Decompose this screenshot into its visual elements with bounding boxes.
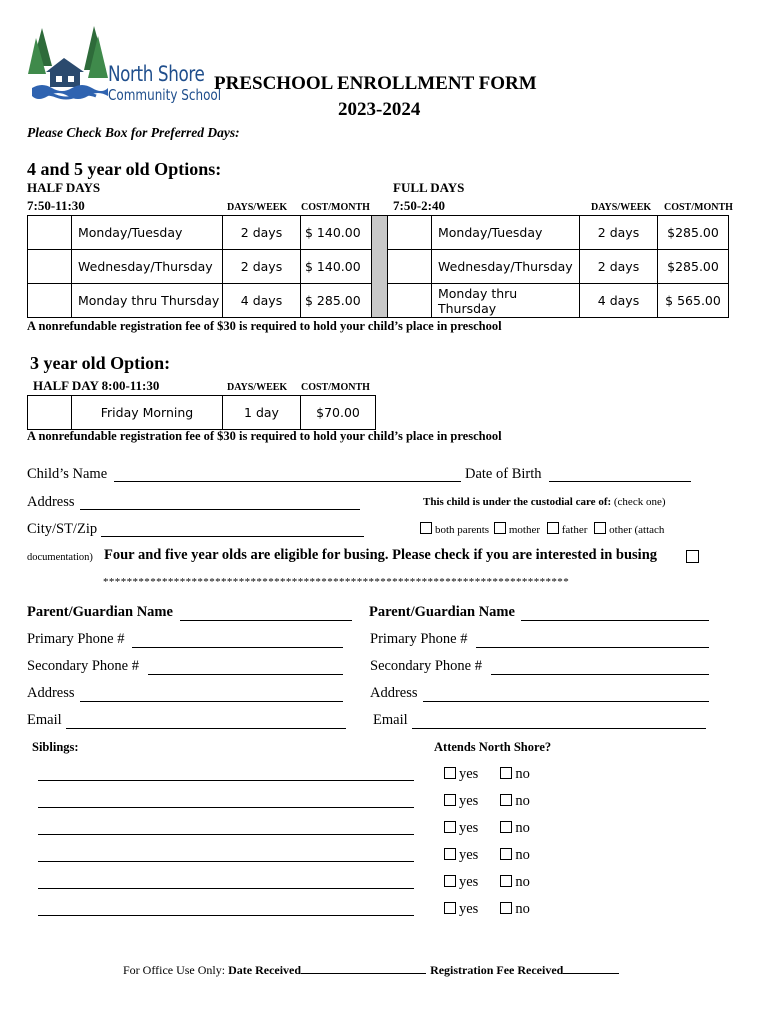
full-days-value: 2 days [580,250,658,284]
custody-option-label: other (attach [609,524,665,536]
sibling-yes-checkbox[interactable] [444,875,456,887]
office-prefix: For Office Use Only: [123,963,226,977]
half-days-week-header: DAYS/WEEK [227,202,288,213]
fee-note-3: A nonrefundable registration fee of $30 is required to hold your child’s place in preschool [27,429,502,443]
sibling-yes-label: yes [459,793,479,809]
date-received-label: Date Received [228,963,302,977]
child-address-label: Address [27,494,75,510]
half-day-label: Monday thru Thursday [72,284,223,318]
half-wed-thu-checkbox[interactable] [28,250,72,284]
guardian2-primary-field[interactable] [476,647,709,648]
sibling-yes-checkbox[interactable] [444,794,456,806]
guardian2-address-field[interactable] [423,701,709,702]
city-label: City/ST/Zip [27,521,98,537]
section-divider: ******************************************************************************* [103,576,570,588]
form-title: PRESCHOOL ENROLLMENT FORM [214,73,537,94]
full-cost-value: $285.00 [658,250,729,284]
guardian1-name-label: Parent/Guardian Name [27,604,173,620]
full-mon-thu-checkbox[interactable] [388,284,432,318]
sibling-no-label: no [515,901,530,917]
table-row [28,396,376,430]
sibling-attends-options [444,847,530,864]
sibling-name-field[interactable] [38,807,414,808]
sibling-yes-checkbox[interactable] [444,902,456,914]
half-days-time: 7:50-11:30 [27,198,85,213]
custody-option-label: mother [508,524,540,536]
siblings-label: Siblings: [32,740,79,754]
sibling-no-label: no [515,820,530,836]
form-year: 2023-2024 [338,99,421,120]
sibling-no-label: no [515,874,530,890]
both-parents-checkbox[interactable] [420,522,432,534]
full-day-label: Monday thru Thursday [432,284,580,318]
half-cost-value: $ 140.00 [301,216,372,250]
three-days-value: 1 day [223,396,301,430]
sibling-attends-options [444,874,530,891]
sibling-attends-options [444,766,530,783]
sibling-yes-checkbox[interactable] [444,767,456,779]
three-cost-month-header: COST/MONTH [301,382,370,393]
guardian1-email-field[interactable] [66,728,346,729]
sibling-no-label: no [515,847,530,863]
sibling-attends-options [444,820,530,837]
city-field[interactable] [101,536,364,537]
half-day-label: Monday/Tuesday [72,216,223,250]
custody-continued: documentation) [27,552,93,563]
section-3-heading: 3 year old Option: [30,353,171,373]
fee-received-field[interactable] [563,973,619,974]
date-received-field[interactable] [301,973,426,974]
sibling-name-field[interactable] [38,834,414,835]
custody-option-label: father [561,524,588,536]
sibling-no-checkbox[interactable] [500,794,512,806]
sibling-no-checkbox[interactable] [500,848,512,860]
half-cost-month-header: COST/MONTH [301,202,370,213]
father-checkbox[interactable] [547,522,559,534]
guardian1-secondary-label: Secondary Phone # [27,658,139,674]
options-45-table [27,215,729,318]
logo-text-primary: North Shore [108,62,205,86]
full-cost-value: $285.00 [658,216,729,250]
logo-graphic-icon [28,26,108,102]
fee-received-label: Registration Fee Received [430,963,564,977]
child-name-field[interactable] [114,481,461,482]
half-mon-thu-checkbox[interactable] [28,284,72,318]
guardian2-email-label: Email [373,712,408,728]
guardian2-name-field[interactable] [521,620,709,621]
three-day-label: Friday Morning [72,396,223,430]
office-use-line [123,963,619,978]
guardian1-address-label: Address [27,685,75,701]
sibling-no-label: no [515,793,530,809]
friday-morning-checkbox[interactable] [28,396,72,430]
sibling-name-field[interactable] [38,888,414,889]
sibling-yes-checkbox[interactable] [444,821,456,833]
three-cost-value: $70.00 [301,396,376,430]
guardian1-secondary-field[interactable] [148,674,343,675]
half-day-label: Wednesday/Thursday [72,250,223,284]
sibling-no-checkbox[interactable] [500,767,512,779]
child-address-field[interactable] [80,509,360,510]
check-instruction: Please Check Box for Preferred Days: [27,125,240,140]
custody-option-label: both parents [435,524,490,536]
full-days-time: 7:50-2:40 [393,198,445,213]
full-cost-month-header: COST/MONTH [664,202,733,213]
custody-options [420,522,664,536]
full-wed-thu-checkbox[interactable] [388,250,432,284]
logo-text-secondary: Community School [108,86,222,104]
three-days-week-header: DAYS/WEEK [227,382,288,393]
full-days-week-header: DAYS/WEEK [591,202,652,213]
three-half-day-label: HALF DAY 8:00-11:30 [33,378,160,393]
guardian1-primary-field[interactable] [132,647,343,648]
sibling-no-checkbox[interactable] [500,821,512,833]
guardian2-name-label: Parent/Guardian Name [369,604,515,620]
sibling-attends-options [444,901,530,918]
custody-label: This child is under the custodial care of: [423,496,612,508]
half-cost-value: $ 140.00 [301,250,372,284]
full-days-value: 2 days [580,216,658,250]
table-divider [372,216,388,318]
child-name-label: Child’s Name [27,466,108,482]
attends-label: Attends North Shore? [434,740,552,754]
mother-checkbox[interactable] [494,522,506,534]
sibling-no-checkbox[interactable] [500,902,512,914]
full-days-label: FULL DAYS [393,180,465,195]
sibling-attends-options [444,793,530,810]
guardian1-email-label: Email [27,712,62,728]
half-cost-value: $ 285.00 [301,284,372,318]
guardian2-address-label: Address [370,685,418,701]
full-days-value: 4 days [580,284,658,318]
dob-label: Date of Birth [465,466,542,482]
table-row [28,216,729,250]
half-days-value: 2 days [223,216,301,250]
section-45-heading: 4 and 5 year old Options: [27,159,222,179]
sibling-no-label: no [515,766,530,782]
sibling-yes-label: yes [459,847,479,863]
guardian2-email-field[interactable] [412,728,706,729]
sibling-yes-checkbox[interactable] [444,848,456,860]
guardian1-primary-label: Primary Phone # [27,631,125,647]
half-days-value: 2 days [223,250,301,284]
guardian1-name-field[interactable] [180,620,352,621]
custody-hint: (check one) [613,496,666,508]
sibling-yes-label: yes [459,901,479,917]
sibling-name-field[interactable] [38,861,414,862]
sibling-yes-label: yes [459,766,479,782]
dob-field[interactable] [549,481,691,482]
half-days-value: 4 days [223,284,301,318]
custody-label-group [423,496,666,508]
school-logo [28,26,222,104]
sibling-name-field[interactable] [38,915,414,916]
guardian2-secondary-field[interactable] [491,674,709,675]
sibling-no-checkbox[interactable] [500,875,512,887]
busing-note: Four and five year olds are eligible for busing. Please check if you are interested in busing [104,547,658,563]
guardian2-secondary-label: Secondary Phone # [370,658,482,674]
fee-note-45: A nonrefundable registration fee of $30 is required to hold your child’s place in preschool [27,319,502,333]
options-3-table [27,395,376,430]
sibling-yes-label: yes [459,820,479,836]
sibling-name-field[interactable] [38,780,414,781]
full-mon-tue-checkbox[interactable] [388,216,432,250]
half-mon-tue-checkbox[interactable] [28,216,72,250]
full-day-label: Wednesday/Thursday [432,250,580,284]
guardian2-primary-label: Primary Phone # [370,631,468,647]
other-checkbox[interactable] [594,522,606,534]
sibling-yes-label: yes [459,874,479,890]
full-cost-value: $ 565.00 [658,284,729,318]
busing-checkbox[interactable] [686,550,699,563]
guardian1-address-field[interactable] [80,701,343,702]
half-days-label: HALF DAYS [27,180,101,195]
full-day-label: Monday/Tuesday [432,216,580,250]
